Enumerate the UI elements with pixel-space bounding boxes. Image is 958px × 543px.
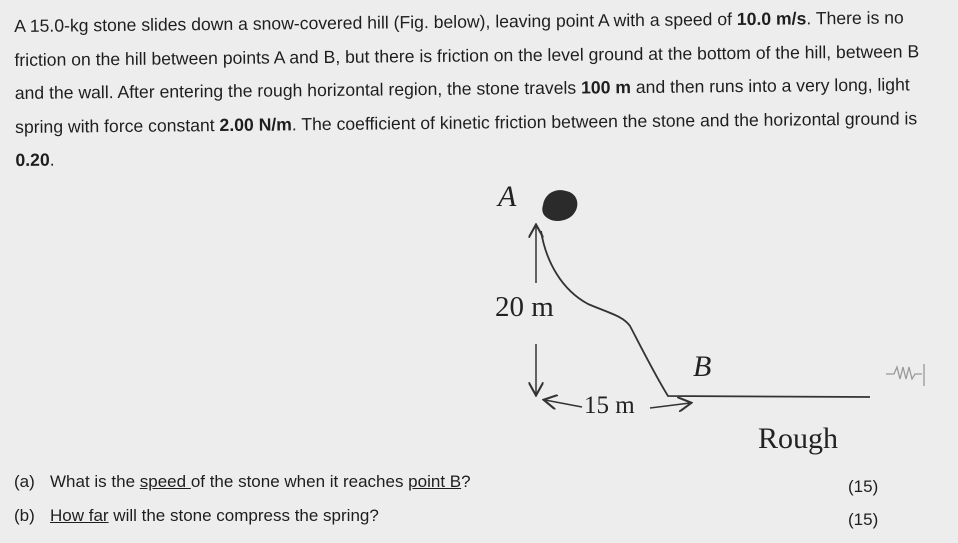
spring-icon — [886, 364, 924, 386]
height-label: 20 m — [495, 291, 554, 323]
width-arrow-left — [545, 400, 582, 407]
question-a-text-2: of the stone when it reaches — [190, 472, 409, 491]
question-a-label: (a) — [14, 472, 35, 491]
friction-coefficient-value: 0.20 — [15, 150, 50, 171]
question-a-underline-speed: speed — [139, 472, 191, 491]
question-a-points: (15) — [848, 477, 879, 496]
width-label: 15 m — [584, 392, 635, 419]
question-b-text: will the stone compress the spring? — [108, 506, 379, 525]
question-a-text-3: ? — [461, 472, 471, 491]
stone-icon — [542, 190, 577, 221]
rough-distance-value: 100 m — [580, 77, 632, 98]
question-b-underline-how-far: How far — [50, 506, 109, 525]
point-b-label: B — [693, 350, 712, 383]
question-b-label: (b) — [14, 506, 35, 525]
problem-text-3: and then runs into a very long, light spring with force constant — [15, 74, 910, 137]
question-b — [14, 506, 379, 526]
rough-label: Rough — [758, 422, 839, 455]
problem-text-5: . — [49, 149, 55, 171]
problem-text-1: A 15.0-kg stone slides down a snow-covered hill (Fig. below), leaving point A with a speed of — [14, 9, 737, 36]
initial-speed-value: 10.0 m/s — [736, 8, 807, 30]
problem-text-2: . There is no friction on the hill between points A and B, but there is friction on the level ground at the bottom of the hill, between B and the wall. After entering the rough horizontal region, the stone travels — [14, 7, 920, 104]
problem-text-4: . The coefficient of kinetic friction between the stone and the horizontal ground is — [291, 108, 918, 135]
question-b-points: (15) — [848, 510, 879, 529]
question-a-text-1: What is the — [50, 472, 140, 491]
question-a-underline-point-b: point B — [408, 472, 462, 491]
question-a — [14, 472, 471, 492]
width-arrow-right — [650, 403, 690, 408]
point-a-label: A — [498, 180, 517, 213]
spring-constant-value: 2.00 N/m — [219, 114, 292, 135]
